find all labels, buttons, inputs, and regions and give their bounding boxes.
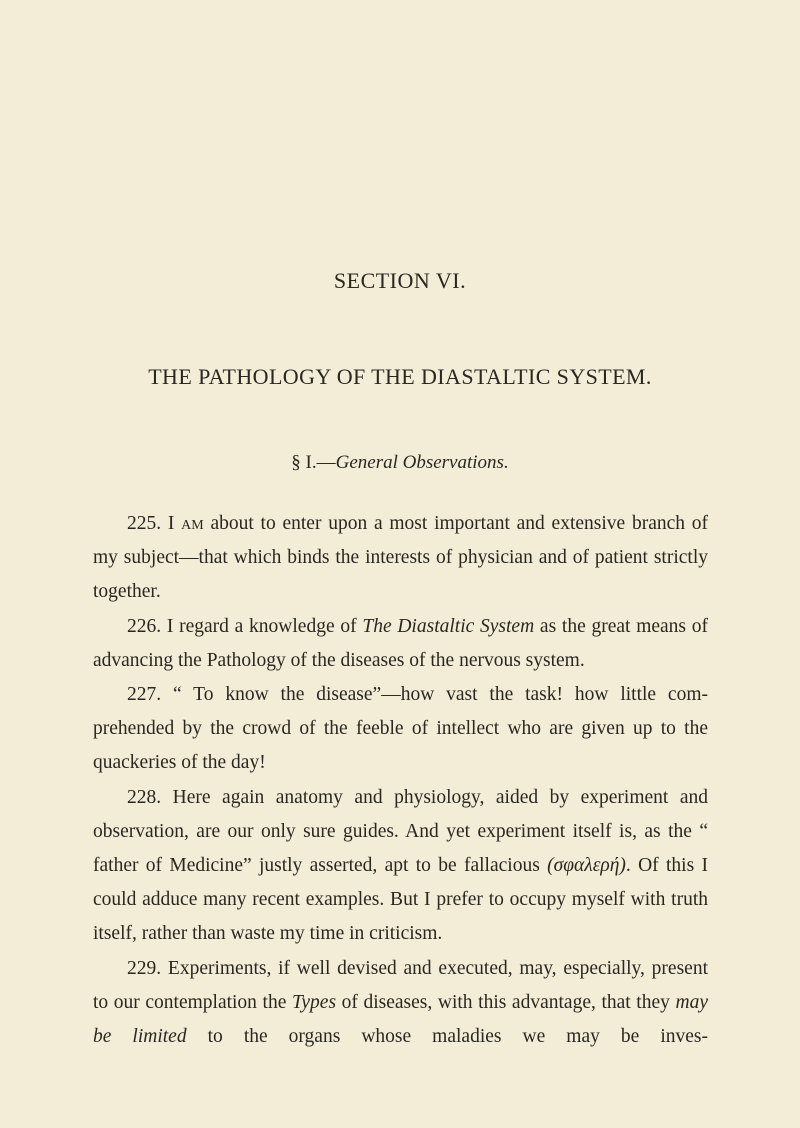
paragraph-number: 229.: [127, 957, 162, 979]
paragraph-227: [93, 678, 708, 781]
subsection-name: General Observations.: [335, 452, 509, 473]
paragraph-text: of diseases, with this advantage, that they: [336, 991, 676, 1013]
lead-word: I: [167, 513, 175, 534]
paragraph-229: [93, 952, 708, 1055]
italic-phrase: may be limited: [93, 991, 708, 1048]
paragraph-225: [93, 507, 708, 610]
paragraph-226: [93, 610, 708, 678]
subsection-title: [0, 452, 800, 474]
italic-phrase: The Diastaltic System: [362, 615, 535, 637]
paragraph-number: 227.: [127, 684, 162, 706]
paragraph-text: as the great means of advancing the Pathology of the diseases of the nervous system.: [93, 615, 708, 671]
body-text: [93, 507, 708, 1054]
paragraph-text: about to enter upon a most important and extensive branch of my subject—that which binds the interests of physician and of patient strictly together.: [93, 513, 709, 603]
paragraph-number: 225.: [127, 513, 162, 534]
paragraph-228: [93, 781, 708, 952]
paragraph-text: Here again anatomy and physiology, aided by experiment and observation, are our only sure guides. And yet experiment itself is, as the “ father of Medicine” justly asserted, apt to be fallacious: [93, 786, 709, 877]
paragraph-text: “ To know the disease”—how vast the task! how little com-prehended by the crowd of the feeble of intellect who are given up to the quackeries of the day!: [93, 684, 709, 774]
section-heading: SECTION VI.: [333, 268, 467, 293]
paragraph-text: . Of this I could adduce many recent examples. But I prefer to occupy myself with truth itself, rather than waste my time in criticism.: [93, 855, 708, 945]
paragraph-text: Experiments, if well devised and executed, may, especially, present to our contemplation the: [93, 957, 708, 1013]
italic-phrase: Types: [291, 991, 337, 1013]
paragraph-number: 226.: [127, 615, 162, 637]
subsection-prefix: § I.—: [291, 452, 336, 473]
paragraph-text: I regard a knowledge of: [166, 615, 363, 637]
chapter-title: THE PATHOLOGY OF THE DIASTALTIC SYSTEM.: [148, 364, 652, 389]
smallcaps-word: am: [181, 513, 204, 534]
paragraph-text: to the organs whose maladies we may be inves-: [186, 1026, 708, 1048]
paragraph-number: 228.: [127, 786, 162, 808]
greek-word: (σφαλερή): [547, 855, 626, 877]
